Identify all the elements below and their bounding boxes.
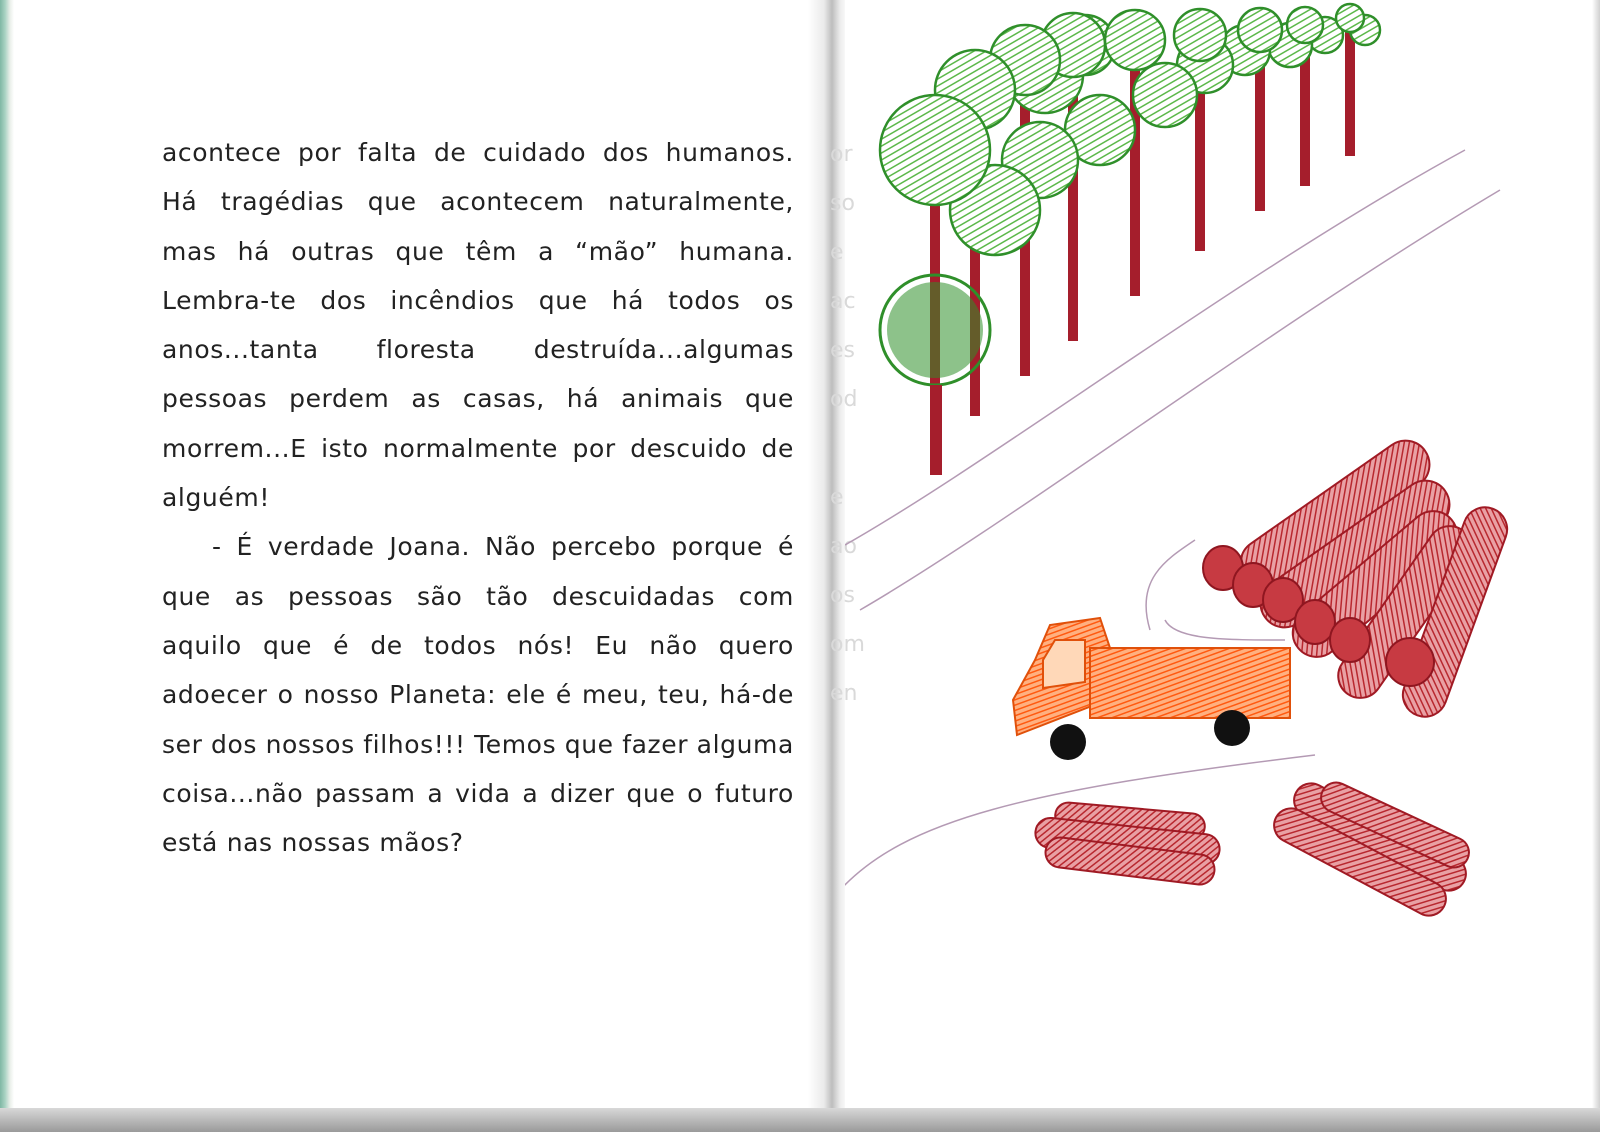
text-word: humanos. <box>665 138 794 167</box>
text-word: perdem <box>289 384 390 414</box>
text-word: ele <box>506 680 546 710</box>
text-line <box>162 424 794 473</box>
text-word: quero <box>718 630 794 660</box>
tree-crown <box>1336 4 1364 32</box>
text-line <box>162 276 794 325</box>
tree-crown <box>1238 8 1282 52</box>
text-word: mãos? <box>379 828 464 858</box>
log-stack-small-left <box>1034 802 1221 887</box>
text-word: descuido <box>630 433 747 463</box>
text-word: há-de <box>719 680 794 710</box>
text-line <box>162 769 794 818</box>
text-word: Há <box>162 187 198 217</box>
text-word: “mão” <box>575 236 659 266</box>
text-word: por <box>298 138 342 167</box>
log-stack-small-right <box>1268 777 1474 921</box>
text-word: coisa...não <box>162 778 304 808</box>
text-word: é <box>333 630 350 660</box>
text-word: nossos <box>265 729 355 759</box>
text-word: casas, <box>462 384 545 414</box>
text-word: tão <box>486 581 529 611</box>
text-word: todos <box>668 285 741 315</box>
text-word: há <box>566 384 600 414</box>
text-word: de <box>761 433 794 463</box>
text-word: alguém! <box>162 483 270 513</box>
text-word: outras <box>291 236 375 266</box>
text-word: acontece <box>162 138 282 167</box>
text-word: nós! <box>517 630 575 660</box>
text-word: as <box>234 581 265 611</box>
text-word: que <box>263 630 312 660</box>
text-word: nossas <box>281 828 371 858</box>
text-word: adoecer <box>162 680 268 710</box>
text-word: está <box>162 828 218 858</box>
text-line <box>162 522 794 571</box>
text-word: morrem...E <box>162 433 307 463</box>
story-text <box>162 128 794 867</box>
text-word: as <box>411 384 441 414</box>
show-through-text: or so e ac es od e ao os om en <box>830 142 865 706</box>
text-word: que <box>162 581 211 611</box>
text-word: que <box>395 236 445 266</box>
tree-trunk <box>930 385 942 475</box>
text-word: há <box>611 285 645 315</box>
text-word: dos <box>320 285 367 315</box>
text-word: falta <box>358 138 418 167</box>
text-word: de <box>433 138 467 167</box>
text-word: naturalmente, <box>608 187 794 217</box>
text-word: há <box>237 236 271 266</box>
text-line <box>162 177 794 226</box>
text-word: dos <box>211 729 258 759</box>
text-word: - <box>212 532 222 562</box>
text-word: futuro <box>714 778 794 808</box>
text-word: pessoas <box>288 581 394 611</box>
text-word: pessoas <box>162 384 268 414</box>
text-word: vida <box>455 778 511 808</box>
text-word: a <box>538 236 554 266</box>
text-line <box>162 227 794 276</box>
text-word: são <box>416 581 463 611</box>
text-line <box>162 720 794 769</box>
text-word: Não <box>484 532 537 562</box>
text-word: fazer <box>622 729 689 759</box>
text-word: cuidado <box>483 138 587 167</box>
text-word: os <box>764 285 794 315</box>
text-word: ser <box>162 729 203 759</box>
text-word: tragédias <box>220 187 345 217</box>
text-word: porque <box>671 532 764 562</box>
text-word: por <box>572 433 616 463</box>
text-line <box>162 621 794 670</box>
text-line <box>162 473 794 522</box>
text-word: com <box>738 581 794 611</box>
text-word: animais <box>621 384 724 414</box>
text-word: aquilo <box>162 630 242 660</box>
text-line <box>162 374 794 423</box>
text-line <box>162 670 794 719</box>
text-word: passam <box>315 778 416 808</box>
tree-trunk <box>1345 28 1355 156</box>
text-word: filhos!!! <box>363 729 466 759</box>
text-word: anos...tanta <box>162 335 319 365</box>
text-word: nosso <box>303 680 380 710</box>
text-line <box>162 128 794 177</box>
tree-crown <box>1174 9 1226 61</box>
tree-crown <box>1287 7 1323 43</box>
text-word: nas <box>226 828 273 858</box>
text-word: é <box>777 532 794 562</box>
text-word: não <box>649 630 698 660</box>
text-line <box>162 325 794 374</box>
text-word: que <box>538 285 588 315</box>
text-word: dizer <box>550 778 615 808</box>
text-word: que <box>367 187 417 217</box>
text-word: o <box>687 778 704 808</box>
text-word: Eu <box>595 630 629 660</box>
text-word: verdade <box>267 532 375 562</box>
text-word: descuidadas <box>552 581 715 611</box>
tree-shading <box>887 282 983 378</box>
tree-crown <box>1105 10 1165 70</box>
text-word: percebo <box>550 532 657 562</box>
text-line <box>162 818 794 867</box>
text-word: que <box>745 384 794 414</box>
text-line <box>162 572 794 621</box>
tree-crown <box>880 95 990 205</box>
text-word: é <box>555 680 572 710</box>
text-word: o <box>277 680 294 710</box>
text-word: Joana. <box>389 532 471 562</box>
text-word: todos <box>423 630 497 660</box>
text-word: isto <box>321 433 369 463</box>
text-word: meu, <box>581 680 648 710</box>
text-word: teu, <box>658 680 710 710</box>
text-word: alguma <box>696 729 794 759</box>
text-word: acontecem <box>440 187 585 217</box>
text-word: incêndios <box>390 285 515 315</box>
illustration-drawing <box>845 0 1600 1112</box>
page-edge <box>0 0 14 1132</box>
text-word: normalmente <box>383 433 558 463</box>
text-word: humana. <box>679 236 794 266</box>
text-word: Planeta: <box>389 680 497 710</box>
tree-row <box>880 4 1380 475</box>
text-word: que <box>626 778 676 808</box>
text-word: têm <box>465 236 517 266</box>
text-word: a <box>427 778 444 808</box>
text-word: Temos <box>474 729 557 759</box>
text-word: que <box>564 729 614 759</box>
text-word: de <box>370 630 403 660</box>
tree-crown <box>1133 63 1197 127</box>
text-word: É <box>236 532 253 562</box>
text-word: dos <box>602 138 649 167</box>
text-word: a <box>522 778 539 808</box>
text-word: floresta <box>376 335 476 365</box>
text-word: destruída...algumas <box>533 335 794 365</box>
text-word: mas <box>162 236 217 266</box>
text-word: Lembra-te <box>162 285 297 315</box>
